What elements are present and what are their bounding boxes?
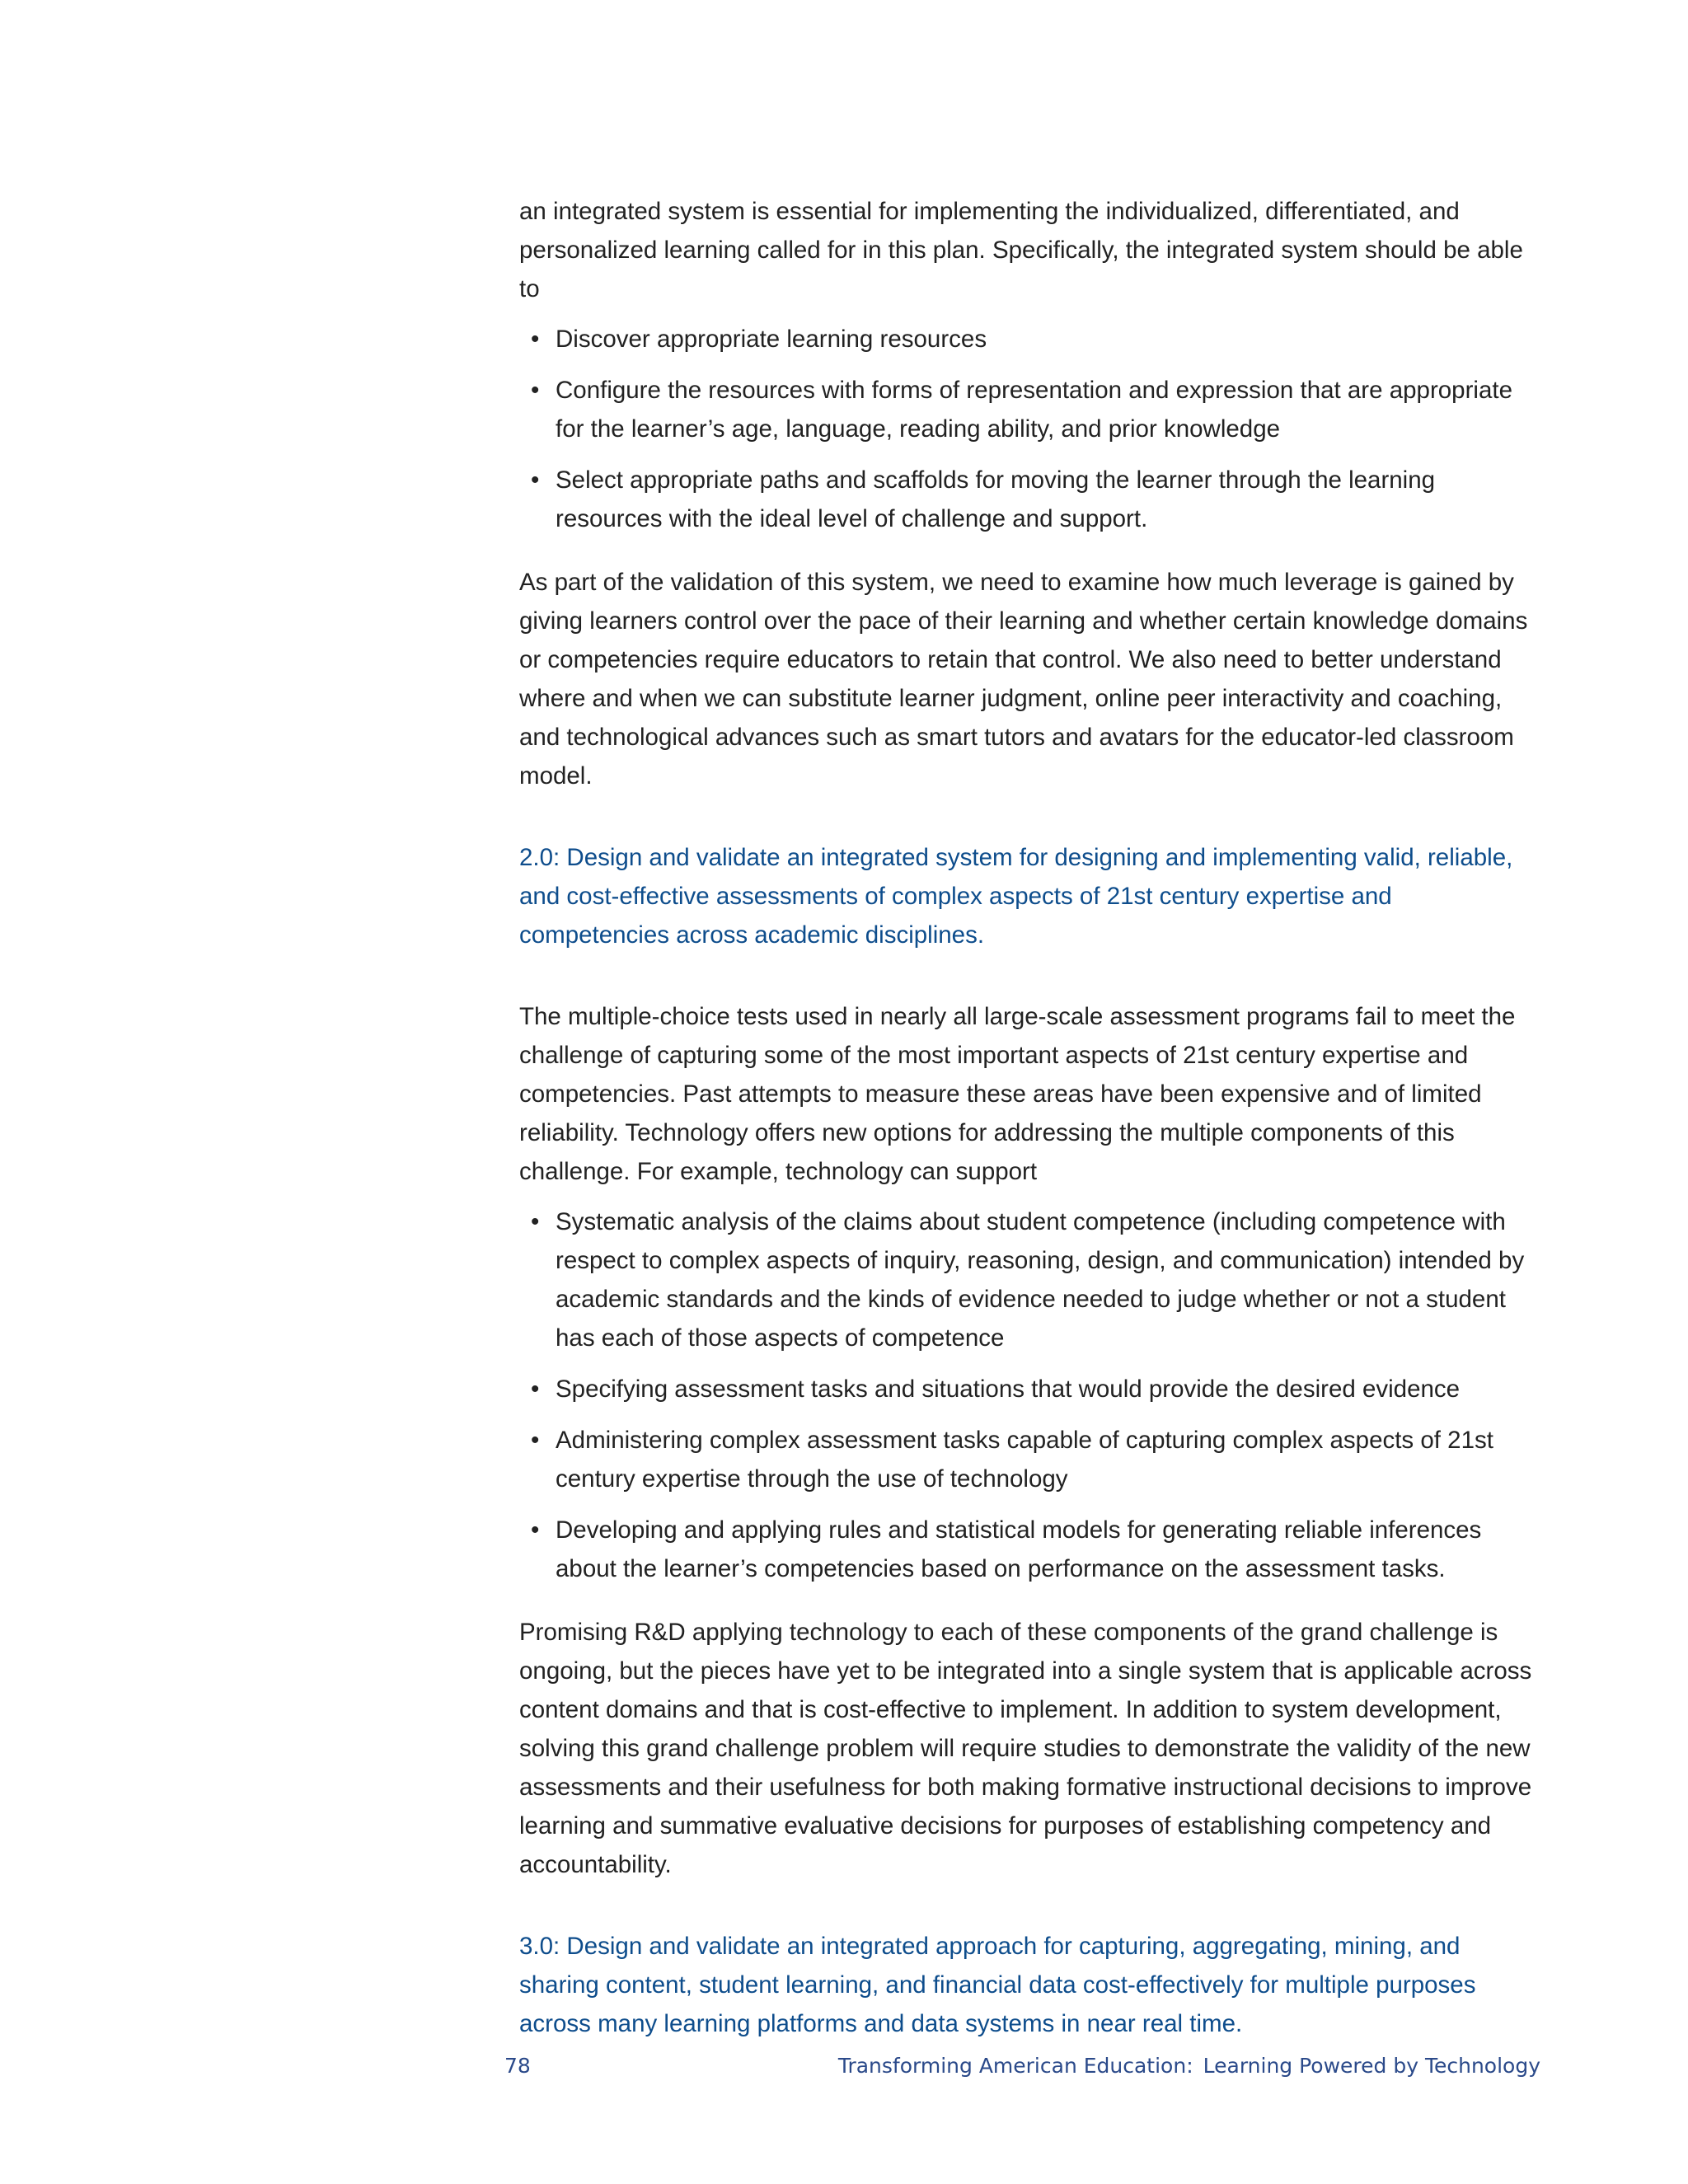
list-item — [519, 371, 1545, 448]
bullet-icon: • — [531, 1208, 540, 1235]
list-item-text: Configure the resources with forms of representation and expression that are appropriate for the learner’s age, language, reading ability, and prior knowledge — [556, 377, 1512, 443]
bullet-icon: • — [531, 1376, 540, 1403]
section-3-heading: 3.0: Design and validate an integrated approach for capturing, aggregating, mining, and sharing content, student learning, and financial data cost-effectively for multiple purposes across many learning platforms and data systems in near real time. — [519, 1933, 1476, 2037]
closing-paragraph: Promising R&D applying technology to each of these components of the grand challenge is ongoing, but the pieces have yet to be integrated into a single system that is applicable across content domains and that is cost-effective to implement. In addition to system development, solving this grand challenge problem will require studies to demonstrate the validity of the new assessments and their usefulness for both making formative instructional decisions to improve learning and summative evaluative decisions for purposes of establishing competency and accountability. — [519, 1619, 1532, 1878]
bullet-icon: • — [531, 377, 540, 404]
page-number: 78 — [504, 2054, 531, 2078]
bullet-icon: • — [531, 1516, 540, 1544]
bullet-icon: • — [531, 466, 540, 494]
list-item-text: Discover appropriate learning resources — [556, 326, 987, 353]
list-item — [519, 1421, 1545, 1498]
section-2-paragraph: The multiple-choice tests used in nearly all large-scale assessment programs fail to meet the challenge of capturing some of the most important aspects of 21st century expertise and competencies. Past attempts to measure these areas have been expensive and of limited reliability. Technology offers new options for addressing the multiple components of this challenge. For example, technology can support — [519, 1003, 1516, 1185]
list-item-text: Systematic analysis of the claims about student competence (including competence with respect to complex aspects of inquiry, reasoning, design, and communication) intended by academic standards and the kinds of evidence needed to judge whether or not a student has each of those aspects of competence — [556, 1208, 1525, 1352]
list-item-text: Select appropriate paths and scaffolds for moving the learner through the learning resources with the ideal level of challenge and support. — [556, 466, 1436, 532]
list-item — [519, 461, 1545, 538]
bullet-icon: • — [531, 1427, 540, 1454]
section-2-heading: 2.0: Design and validate an integrated system for designing and implementing valid, reliable, and cost-effective assessments of complex aspects of 21st century expertise and competencies across academic disciplines. — [519, 844, 1513, 949]
page-content — [519, 192, 1545, 2043]
section-2-bullet-list — [519, 1202, 1545, 1588]
running-title-part-1: Transforming American Education: — [837, 2054, 1193, 2078]
page-footer — [504, 2054, 1540, 2087]
list-item — [519, 1202, 1545, 1357]
bullet-icon: • — [531, 326, 540, 353]
list-item-text: Developing and applying rules and statistical models for generating reliable inferences about the learner’s competencies based on performance on the assessment tasks. — [556, 1516, 1482, 1582]
list-item — [519, 1370, 1545, 1408]
validation-paragraph: As part of the validation of this system, we need to examine how much leverage is gained by giving learners control over the pace of their learning and whether certain knowledge domains or competencies require educators to retain that control. We also need to better understand where and when we can substitute learner judgment, online peer interactivity and coaching, and technological advances such as smart tutors and avatars for the educator-led classroom model. — [519, 569, 1528, 790]
intro-paragraph: an integrated system is essential for implementing the individualized, differentiated, and personalized learning called for in this plan. Specifically, the integrated system should be able to — [519, 198, 1523, 302]
list-item-text: Administering complex assessment tasks capable of capturing complex aspects of 21st century expertise through the use of technology — [556, 1427, 1493, 1493]
list-item-text: Specifying assessment tasks and situations that would provide the desired evidence — [556, 1376, 1461, 1403]
running-title-part-2: Learning Powered by Technology — [1203, 2054, 1540, 2078]
list-item — [519, 1511, 1545, 1588]
running-title — [838, 2054, 1540, 2078]
intro-bullet-list — [519, 320, 1545, 538]
list-item — [519, 320, 1545, 359]
